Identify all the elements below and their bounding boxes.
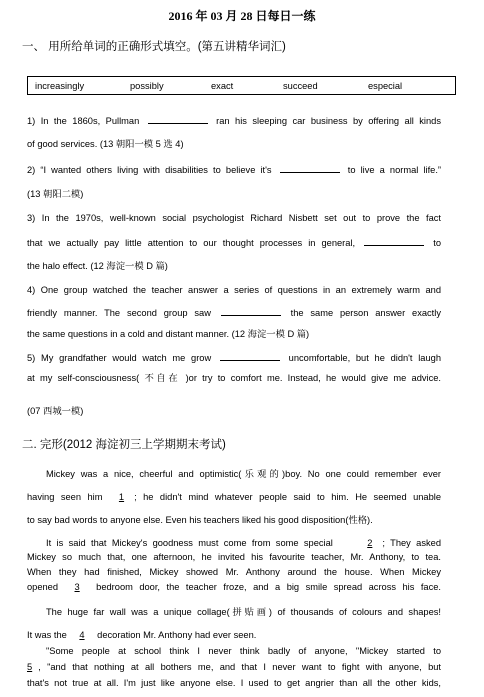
q3-line2: that we actually pay little attention to our thought processes in general, to	[27, 238, 441, 248]
answer-blank[interactable]	[364, 236, 424, 246]
q2-line2: (13 朝阳二模)	[27, 189, 84, 199]
answer-blank[interactable]	[221, 306, 281, 316]
blank-1[interactable]: 1	[118, 492, 125, 502]
p4-line2: 5 , "and that nothing at all bothers me, and that I never want to fight with anyone, but	[27, 662, 441, 672]
p4-line1: "Some people at school think I never think badly of anyone, "Mickey started to	[46, 646, 441, 656]
blank-5[interactable]: 5	[27, 662, 33, 672]
q2-line1: 2) “I wanted others living with disabilities to believe it's to live a normal life.”	[27, 165, 442, 175]
page-title: 2016 年 03 月 28 日每日一练	[168, 9, 316, 23]
q3-line3: the halo effect. (12 海淀一模 D 篇)	[27, 261, 168, 271]
p1-line1: Mickey was a nice, cheerful and optimistic(乐观的)boy. No one could remember ever	[46, 469, 441, 479]
q5-line2: at my self-consciousness( 不自在 )or try to comfort me. Instead, he would give me advice.	[27, 373, 441, 383]
section2-heading: 二. 完形(2012 海淀初三上学期期末考试)	[22, 439, 226, 451]
blank-2[interactable]: 2	[367, 538, 373, 548]
word-1: increasingly	[35, 81, 85, 91]
p2-line3: When they had finished, Mickey showed Mr. Anthony around the house. When Mickey	[27, 567, 441, 577]
p1-line2: having seen him 1 ; he didn't mind whatever people said to him. He seemed unable	[27, 492, 442, 502]
p2-line2: Mickey so much that, one afternoon, he invited his favourite teacher, Mr. Anthony, to tea.	[27, 552, 441, 562]
q4-line3: the same questions in a cold and distant manner. (12 海淀一模 D 篇)	[27, 329, 310, 339]
word-2: possibly	[130, 81, 164, 91]
p3-line2: It was the 4 decoration Mr. Anthony had ever seen.	[27, 630, 257, 640]
word-4: succeed	[283, 81, 318, 91]
q5-line1: 5) My grandfather would watch me grow uncomfortable, but he didn't laugh	[27, 353, 441, 363]
p1-line3: to say bad words to anyone else. Even his teachers liked his good disposition(性格).	[27, 515, 373, 525]
q3-line1: 3) In the 1970s, well-known social psychologist Richard Nisbett set out to prove the fact	[27, 213, 441, 223]
q4-line1: 4) One group watched the teacher answer a series of questions in an extremely warm and	[27, 285, 441, 295]
p3-line1: The huge far wall was a unique collage(拼贴画) of thousands of colours and shapes!	[46, 607, 441, 617]
answer-blank[interactable]	[220, 351, 280, 361]
q4-line2: friendly manner. The second group saw the same person answer exactly	[27, 308, 441, 318]
blank-3[interactable]: 3	[74, 582, 80, 592]
p4-line3: that's not true at all. I'm just like anyone else. I used to get angrier than all the other kids,	[27, 678, 441, 688]
word-5: especial	[368, 81, 403, 91]
word-bank	[27, 76, 456, 95]
p2-line4: opened 3 bedroom door, the teacher froze, and a big smile spread across his face.	[27, 582, 442, 592]
p2-line1: It is said that Mickey's goodness must come from some special 2 ; They asked	[46, 538, 441, 548]
q1-line2: of good services. (13 朝阳一模 5 选 4)	[27, 139, 184, 149]
word-3: exact	[211, 81, 234, 91]
q5-source: (07 西城一模)	[27, 406, 84, 416]
answer-blank[interactable]	[280, 163, 340, 173]
blank-4[interactable]: 4	[79, 630, 85, 640]
q1-line1: 1) In the 1860s, Pullman ran his sleeping car business by offering all kinds	[27, 116, 441, 126]
answer-blank[interactable]	[148, 114, 208, 124]
section1-heading: 一、 用所给单词的正确形式填空。(第五讲精华词汇)	[22, 41, 286, 53]
